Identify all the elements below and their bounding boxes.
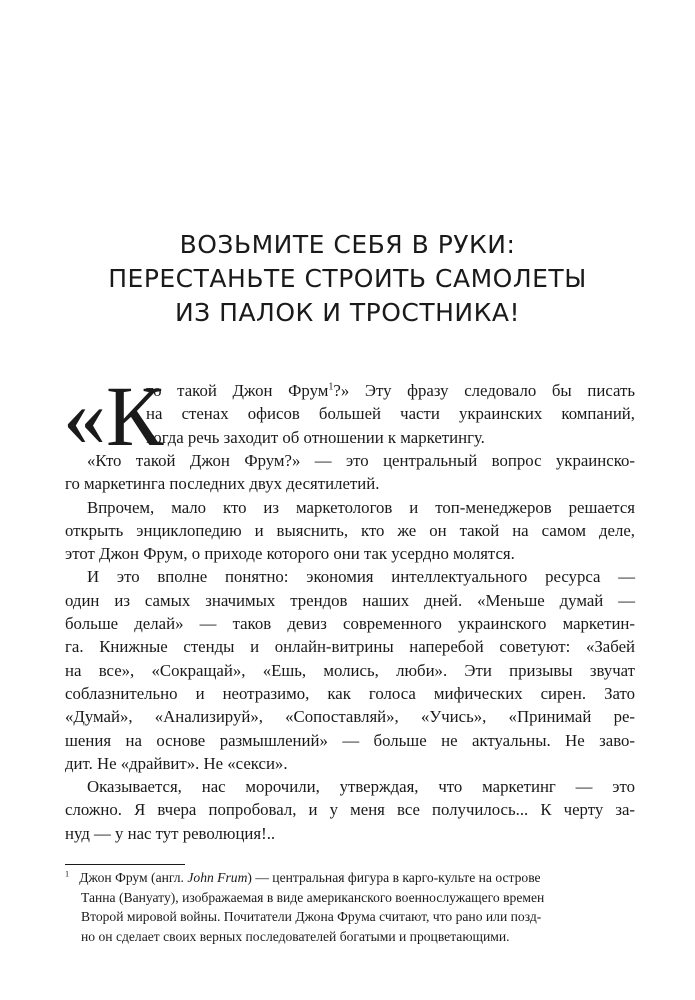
paragraph bbox=[65, 775, 635, 845]
paragraph-line: Впрочем, мало кто из маркетологов и топ-менеджеров решается bbox=[87, 497, 635, 517]
footnote bbox=[65, 868, 635, 946]
chapter-title-line-1: ВОЗЬМИТЕ СЕБЯ В РУКИ: bbox=[179, 230, 516, 259]
paragraph-line: сложно. Я вчера попробовал, и у меня все получилось... К черту за- bbox=[65, 800, 635, 820]
footnote-line-1-end: ) — центральная фигура в карго-культе на острове bbox=[247, 870, 541, 885]
paragraph-line: Оказывается, нас морочили, утверждая, что маркетинг — это bbox=[87, 777, 635, 797]
paragraph-line: на все», «Сокращай», «Ешь, молись, люби». Эти призывы звучат bbox=[65, 660, 635, 680]
footnote-line-1-start: Джон Фрум (англ. bbox=[79, 870, 188, 885]
paragraph-line: открыть энциклопедию и выяснить, кто же он такой на самом деле, bbox=[65, 520, 635, 540]
paragraph bbox=[65, 496, 635, 566]
intro-line-1-end: ?» Эту фразу следовало бы писать bbox=[333, 381, 635, 400]
footnote-line-1 bbox=[65, 868, 635, 888]
body-text bbox=[63, 368, 635, 845]
footnote-line-3: Второй мировой войны. Почитатели Джона Фрума считают, что рано или позд- bbox=[81, 909, 542, 924]
paragraph-line: «Думай», «Анализируй», «Сопоставляй», «Учись», «Принимай ре- bbox=[65, 707, 635, 727]
paragraph-line: «Кто такой Джон Фрум?» — это центральный вопрос украинско- bbox=[87, 451, 635, 470]
footnote-line-4: но он сделает своих верных последователей богатыми и процветающими. bbox=[81, 928, 510, 944]
chapter-title-line-2: ПЕРЕСТАНЬТЕ СТРОИТЬ САМОЛЕТЫ bbox=[108, 264, 587, 293]
intro-line-2: на стенах офисов большей части украинских компаний, bbox=[146, 404, 635, 424]
chapter-title bbox=[0, 228, 695, 330]
paragraph-line: нуд — у нас тут революция!.. bbox=[65, 823, 276, 843]
intro-line-1 bbox=[146, 379, 635, 402]
chapter-title-line-3: ИЗ ПАЛОК И ТРОСТНИКА! bbox=[174, 298, 521, 327]
paragraph-line: И это вполне понятно: экономия интеллектуального ресурса — bbox=[87, 567, 635, 587]
paragraph-line: шения на основе размышлений» — больше не актуальны. Не заво- bbox=[65, 730, 635, 750]
drop-cap: «К bbox=[63, 368, 164, 464]
footnote-italic-term: John Frum bbox=[187, 870, 248, 885]
paragraph-line: один из самых значимых трендов наших дней. «Меньше думай — bbox=[65, 590, 635, 610]
paragraphs bbox=[65, 449, 635, 845]
paragraph-line: га. Книжные стенды и онлайн-витрины наперебой советуют: «Забей bbox=[65, 637, 635, 657]
intro-line-1-start: то такой Джон Фрум bbox=[146, 381, 329, 400]
footnote-line-2: Танна (Вануату), изображаемая в виде американского военнослужащего времен bbox=[81, 889, 545, 905]
paragraph-line: го маркетинга последних двух десятилетий. bbox=[65, 474, 380, 494]
paragraph-line: этот Джон Фрум, о приходе которого они так усердно молятся. bbox=[65, 544, 515, 564]
footnote-divider bbox=[65, 864, 185, 865]
footnote-marker: 1 bbox=[328, 381, 334, 393]
paragraph bbox=[65, 565, 635, 775]
intro-line-3: когда речь заходит об отношении к маркетингу. bbox=[146, 427, 485, 447]
paragraph-line: больше делай» — таков девиз современного украинского маркетин- bbox=[65, 614, 635, 634]
footnote-number: 1 bbox=[65, 869, 70, 879]
paragraph-line: соблазнительно и неотразимо, как голоса мифических сирен. Зато bbox=[65, 683, 635, 703]
paragraph-line: дит. Не «драйвит». Не «секси». bbox=[65, 753, 288, 773]
